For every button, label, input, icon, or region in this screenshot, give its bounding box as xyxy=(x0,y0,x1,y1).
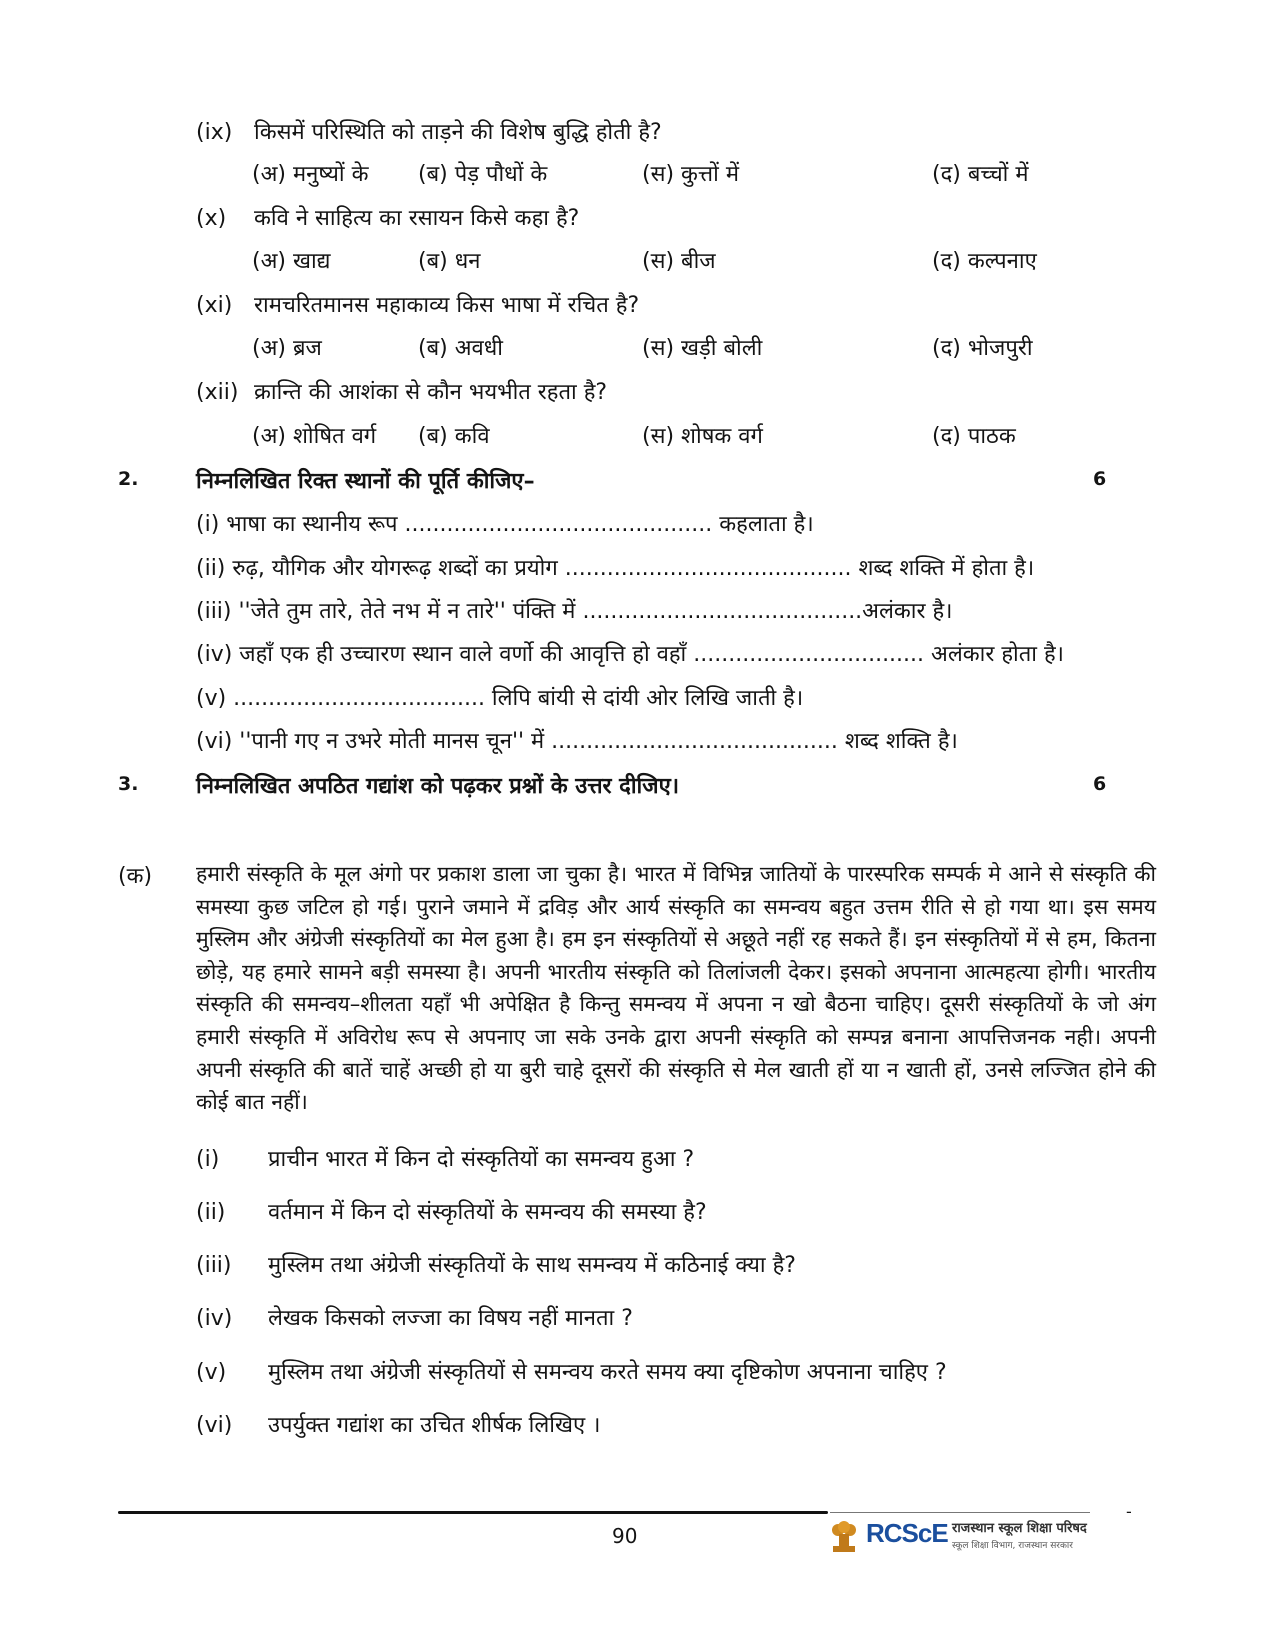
option-b: (ब) पेड़ पौधों के xyxy=(418,162,548,187)
question-number: (xii) xyxy=(196,380,239,405)
question-number: (ii) xyxy=(196,1200,226,1225)
mcq-options xyxy=(252,245,1152,279)
rcsce-logo xyxy=(830,1514,1112,1562)
section-number: 2. xyxy=(118,468,139,490)
mcq-options xyxy=(252,332,1152,366)
option-c: (स) शोषक वर्ग xyxy=(642,424,763,449)
section-marks: 6 xyxy=(1093,773,1107,795)
passage-question xyxy=(196,1302,633,1332)
logo-wordmark: RCScE xyxy=(866,1518,948,1548)
option-c: (स) बीज xyxy=(642,249,716,274)
passage-question xyxy=(196,1356,947,1386)
question-text: प्राचीन भारत में किन दो संस्कृतियों का समन्वय हुआ ? xyxy=(268,1147,695,1172)
passage-label: (क) xyxy=(118,864,153,889)
fill-blank-item: (iii) ''जेते तुम तारे, तेते नभ में न तारे'' पंक्ति में ........................................अलंकार है। xyxy=(196,599,953,624)
option-b: (ब) धन xyxy=(418,249,481,274)
passage-question xyxy=(196,1196,707,1226)
unseen-passage: हमारी संस्कृति के मूल अंगो पर प्रकाश डाला जा चुका है। भारत में विभिन्न जातियों के पारस्परिक सम्पर्क मे आने से संस्कृति की समस्या कुछ जटिल हो गई। पुराने जमाने में द्रविड़ और आर्य संस्कृति का समन्वय बहुत उत्तम रीति से हो गया था। इस समय मुस्लिम और अंग्रेजी संस्कृतियों का मेल हुआ है। हम इन संस्कृतियों से अछूते नहीं रह सकते हैं। इन संस्कृतियों में से हम, कितना छोड़े, यह हमारे सामने बड़ी समस्या है। अपनी भारतीय संस्कृति को तिलांजली देकर। इसको अपनाना आत्महत्या होगी। भारतीय संस्कृति की समन्वय–शीलता यहाँ भी अपेक्षित है किन्तु समन्वय में अपना न खो बैठना चाहिए। दूसरी संस्कृतियों के जो अंग हमारी संस्कृति में अविरोध रूप से अपनाए जा सके उनके द्वारा अपनी संस्कृति को सम्पन्न बनाना आपत्तिजनक नही। अपनी अपनी संस्कृति की बातें चाहें अच्छी हो या बुरी चाहे दूसरों की संस्कृति से मेल खाती हों या न खाती हों, उनसे लज्जित होने की कोई बात नहीं। xyxy=(196,861,1156,1115)
question-number: (v) xyxy=(196,1360,227,1385)
question-number: (i) xyxy=(196,1147,220,1172)
section-title: निम्नलिखित अपठित गद्यांश को पढ़कर प्रश्नों के उत्तर दीजिए। xyxy=(196,774,680,799)
question-text: मुस्लिम तथा अंग्रेजी संस्कृतियों के साथ समन्वय में कठिनाई क्या है? xyxy=(268,1253,796,1278)
question-number: (x) xyxy=(196,206,227,231)
option-b: (ब) अवधी xyxy=(418,336,503,361)
fill-blank-item: (v) .................................... लिपि बांयी से दांयी ओर लिखि जाती है। xyxy=(196,686,804,711)
fill-blank-item: (i) भाषा का स्थानीय रूप ............................................ कहलाता है। xyxy=(196,512,814,537)
mcq-question xyxy=(196,116,662,146)
question-number: (xi) xyxy=(196,293,233,318)
option-a: (अ) खाद्य xyxy=(252,249,331,274)
question-number: (iv) xyxy=(196,1306,233,1331)
passage-question xyxy=(196,1409,600,1439)
option-d: (द) भोजपुरी xyxy=(932,336,1033,361)
section-number: 3. xyxy=(118,773,139,795)
option-a: (अ) मनुष्यों के xyxy=(252,162,369,187)
question-number: (vi) xyxy=(196,1413,233,1438)
page-number: 90 xyxy=(612,1524,638,1548)
org-subtitle: स्कूल शिक्षा विभाग, राजस्थान सरकार xyxy=(952,1541,1073,1551)
fill-blank-item: (vi) ''पानी गए न उभरे मोती मानस चून'' में ......................................... शब्द शक्ति है। xyxy=(196,729,958,754)
footer-rule-thin xyxy=(830,1512,1090,1513)
fill-blank-item: (ii) रुढ़, यौगिक और योगरूढ़ शब्दों का प्रयोग ......................................... शब्द शक्ति में होता है। xyxy=(196,556,1035,581)
option-a: (अ) शोषित वर्ग xyxy=(252,424,377,449)
option-d: (द) पाठक xyxy=(932,424,1016,449)
passage-question xyxy=(196,1143,694,1173)
question-text: मुस्लिम तथा अंग्रेजी संस्कृतियों से समन्वय करते समय क्या दृष्टिकोण अपनाना चाहिए ? xyxy=(268,1360,947,1385)
mcq-options xyxy=(252,420,1152,454)
question-text: उपर्युक्त गद्यांश का उचित शीर्षक लिखिए । xyxy=(268,1413,601,1438)
question-text: वर्तमान में किन दो संस्कृतियों के समन्वय की समस्या है? xyxy=(268,1200,707,1225)
option-d: (द) कल्पनाए xyxy=(932,249,1037,274)
question-text: किसमें परिस्थिति को ताड़ने की विशेष बुद्धि होती है? xyxy=(254,120,662,145)
question-text: कवि ने साहित्य का रसायन किसे कहा है? xyxy=(254,206,580,231)
footer-rule xyxy=(118,1511,828,1514)
question-number: (iii) xyxy=(196,1253,232,1278)
question-number: (ix) xyxy=(196,120,233,145)
org-name: राजस्थान स्कूल शिक्षा परिषद xyxy=(952,1521,1087,1536)
passage-question xyxy=(196,1249,796,1279)
state-emblem-icon xyxy=(830,1516,858,1556)
mcq-question xyxy=(196,289,639,319)
question-text: क्रान्ति की आशंका से कौन भयभीत रहता है? xyxy=(254,380,608,405)
option-c: (स) खड़ी बोली xyxy=(642,336,763,361)
section-title: निम्नलिखित रिक्त स्थानों की पूर्ति कीजिए– xyxy=(196,469,535,494)
section-marks: 6 xyxy=(1093,468,1107,490)
option-c: (स) कुत्तों में xyxy=(642,162,739,187)
option-b: (ब) कवि xyxy=(418,424,490,449)
question-text: लेखक किसको लज्जा का विषय नहीं मानता ? xyxy=(268,1306,633,1331)
mcq-question xyxy=(196,202,579,232)
option-d: (द) बच्चों में xyxy=(932,162,1029,187)
fill-blank-item: (iv) जहाँ एक ही उच्चारण स्थान वाले वर्णो की आवृत्ति हो वहाँ ................................. अलंकार होता है। xyxy=(196,642,1064,667)
question-text: रामचरितमानस महाकाव्य किस भाषा में रचित है? xyxy=(254,293,640,318)
mcq-options xyxy=(252,158,1152,192)
footer-dash: - xyxy=(1126,1502,1132,1521)
mcq-question xyxy=(196,376,607,406)
option-a: (अ) ब्रज xyxy=(252,336,322,361)
